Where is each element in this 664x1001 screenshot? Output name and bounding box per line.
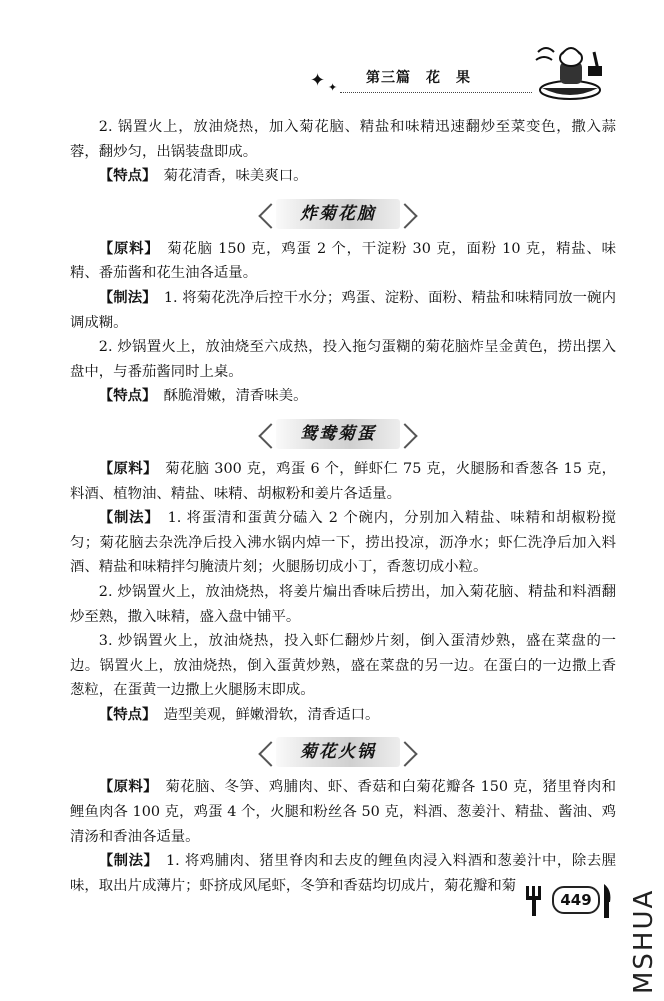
feature-paragraph: [70, 164, 616, 189]
ingredients-paragraph: [70, 457, 616, 506]
ingredients-text: 菊花脑、冬笋、鸡脯肉、虾、香菇和白菊花瓣各 150 克，猪里脊肉和鲤鱼肉各 100 克，鸡蛋 4 个，火腿和粉丝各 50 克，料酒、葱姜汁、精盐、酱油、鸡清汤和香油各适量。: [70, 779, 616, 845]
method-step: 1. 将鸡脯肉、猪里脊肉和去皮的鲤鱼肉浸入料酒和葱姜汁中，除去腥味，取出片成薄片；虾挤成风尾虾，冬笋和香菇均切成片，菊花瓣和菊: [70, 853, 616, 894]
fork-icon: [520, 886, 548, 916]
feature-paragraph: [70, 703, 616, 728]
sparkle-small-icon: ✦: [328, 81, 338, 94]
feature-text: 菊花清香，味美爽口。: [163, 168, 308, 185]
method-step-paragraph: 2. 炒锅置火上，放油烧至六成热，投入拖匀蛋糊的菊花脑炸呈金黄色，捞出摆入盘中，与番茄酱同时上桌。: [70, 339, 616, 380]
ingredients-tag: 【原料】: [98, 779, 151, 796]
feature-tag: 【特点】: [98, 168, 150, 185]
recipe-title: 鸳鸯菊蛋: [300, 423, 376, 444]
recipe-title-banner: [70, 731, 616, 775]
method-paragraph: [70, 506, 616, 580]
paragraph: 2. 锅置火上，放油烧热，加入菊花脑、精盐和味精迅速翻炒至菜变色，撒入蒜蓉，翻炒匀，出锅装盘即成。: [70, 119, 616, 160]
knife-icon: [600, 884, 614, 918]
method-step-paragraph: 3. 炒锅置火上，放油烧热，投入虾仁翻炒片刻，倒入蛋清炒熟，盛在菜盘的一边。锅置火上，放油烧热，倒入蛋黄炒熟，盛在菜盘的另一边。在蛋白的一边撒上香葱粒，在蛋黄一边撒上火腿肠末即成。: [70, 633, 616, 699]
ingredients-text: 菊花脑 150 克，鸡蛋 2 个，干淀粉 30 克，面粉 10 克，精盐、味精、番茄酱和花生油各适量。: [70, 240, 616, 282]
ingredients-tag: 【原料】: [98, 460, 151, 477]
feature-tag: 【特点】: [98, 388, 150, 405]
header-divider: [340, 92, 532, 93]
method-step: 1. 将蛋清和蛋黄分磕入 2 个碗内，分别加入精盐、味精和胡椒粉搅匀；菊花脑去杂洗净后投入沸水锅内焯一下，捞出投凉，沥净水；虾仁洗净后加入料酒、精盐和味精拌匀腌渍片刻；火腿肠切成小丁，香葱切成小粒。: [70, 510, 616, 576]
ingredients-paragraph: [70, 775, 616, 849]
method-step: 1. 将菊花洗净后控干水分；鸡蛋、淀粉、面粉、精盐和味精同放一碗内调成糊。: [70, 289, 616, 331]
method-tag: 【制法】: [98, 853, 152, 870]
page-header: [0, 0, 664, 100]
page-body: [70, 115, 616, 898]
watermark-text: MSHUA: [629, 888, 659, 994]
page-number: 449: [552, 886, 600, 914]
recipe-title-banner: [70, 413, 616, 457]
feature-tag: 【特点】: [98, 706, 150, 723]
feature-paragraph: [70, 384, 616, 409]
ingredients-paragraph: [70, 237, 616, 286]
method-step-paragraph: 2. 炒锅置火上，放油烧热，将姜片煸出香味后捞出，加入菊花脑、精盐和料酒翻炒至熟，撒入味精，盛入盘中铺平。: [70, 583, 616, 625]
chef-cooking-icon: [532, 40, 608, 102]
sparkle-icon: ✦: [310, 70, 326, 91]
feature-text: 酥脆滑嫩，清香味美。: [163, 388, 308, 405]
method-tag: 【制法】: [98, 289, 150, 306]
chapter-title: 第三篇 花 果: [366, 70, 471, 86]
method-paragraph: [70, 286, 616, 335]
recipe-title: 菊花火锅: [300, 742, 376, 763]
ingredients-text: 菊花脑 300 克，鸡蛋 6 个，鲜虾仁 75 克，火腿肠和香葱各 15 克，料酒、植物油、精盐、味精、胡椒粉和姜片各适量。: [70, 460, 616, 502]
recipe-title: 炸菊花脑: [300, 203, 376, 224]
watermark: [623, 860, 663, 1000]
ingredients-tag: 【原料】: [98, 240, 153, 257]
feature-text: 造型美观，鲜嫩滑软，清香适口。: [163, 706, 380, 723]
method-tag: 【制法】: [98, 510, 153, 527]
recipe-title-banner: [70, 193, 616, 237]
